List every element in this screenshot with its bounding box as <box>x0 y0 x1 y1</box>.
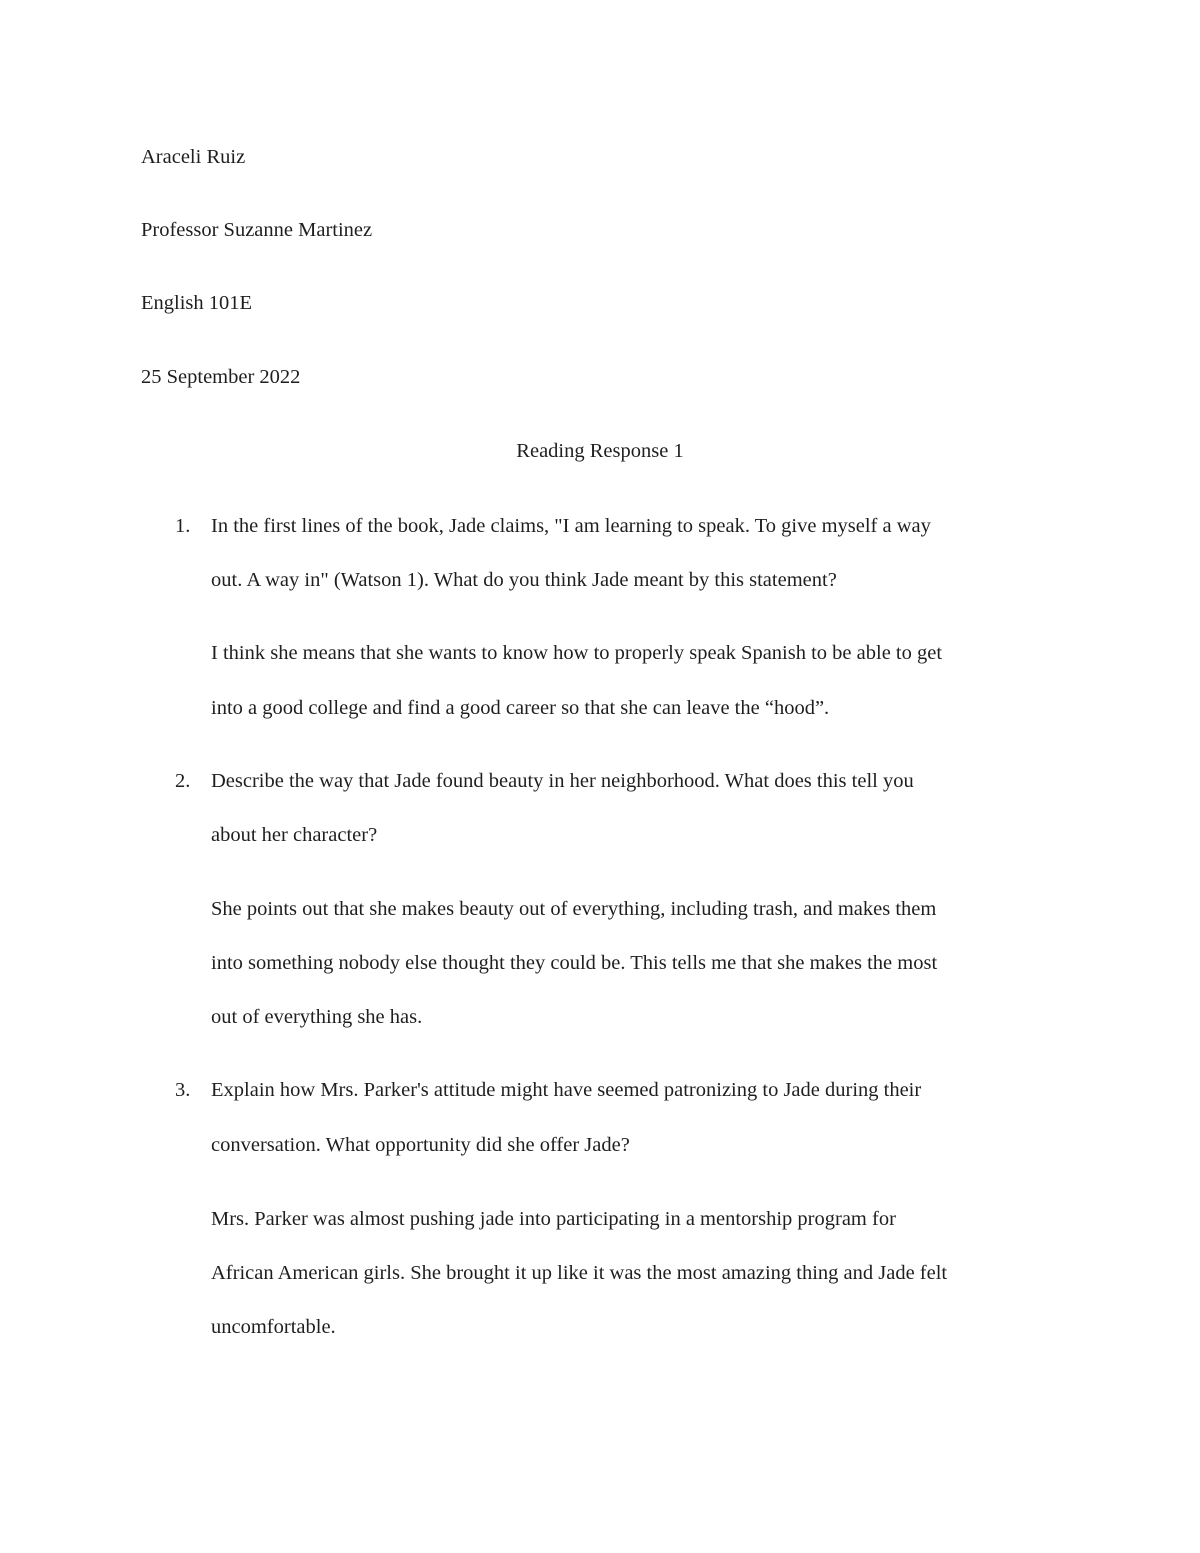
question-text: Explain how Mrs. Parker's attitude might have seemed patronizing to Jade during their <box>211 1079 922 1101</box>
question-number: 2. <box>175 770 191 792</box>
question-text: conversation. What opportunity did she offer Jade? <box>211 1134 630 1156</box>
question-number: 1. <box>175 515 191 537</box>
answer-text: out of everything she has. <box>211 1006 423 1028</box>
course-name: English 101E <box>141 292 253 314</box>
question-text: Describe the way that Jade found beauty in her neighborhood. What does this tell you <box>211 770 914 792</box>
question-text: In the first lines of the book, Jade claims, "I am learning to speak. To give myself a way <box>211 515 931 537</box>
document-title: Reading Response 1 <box>516 440 684 462</box>
student-name: Araceli Ruiz <box>141 146 246 168</box>
answer-text: African American girls. She brought it up like it was the most amazing thing and Jade felt <box>211 1262 948 1284</box>
date: 25 September 2022 <box>141 366 301 388</box>
answer-text: uncomfortable. <box>211 1316 336 1338</box>
question-text: about her character? <box>211 824 378 846</box>
answer-text: Mrs. Parker was almost pushing jade into participating in a mentorship program for <box>211 1208 896 1230</box>
professor-name: Professor Suzanne Martinez <box>141 219 373 241</box>
answer-text: into something nobody else thought they could be. This tells me that she makes the most <box>211 952 938 974</box>
answer-text: into a good college and find a good career so that she can leave the “hood”. <box>211 697 830 719</box>
answer-text: She points out that she makes beauty out of everything, including trash, and makes them <box>211 898 937 920</box>
answer-text: I think she means that she wants to know how to properly speak Spanish to be able to get <box>211 642 943 664</box>
question-number: 3. <box>175 1079 191 1101</box>
question-text: out. A way in" (Watson 1). What do you think Jade meant by this statement? <box>211 569 837 591</box>
